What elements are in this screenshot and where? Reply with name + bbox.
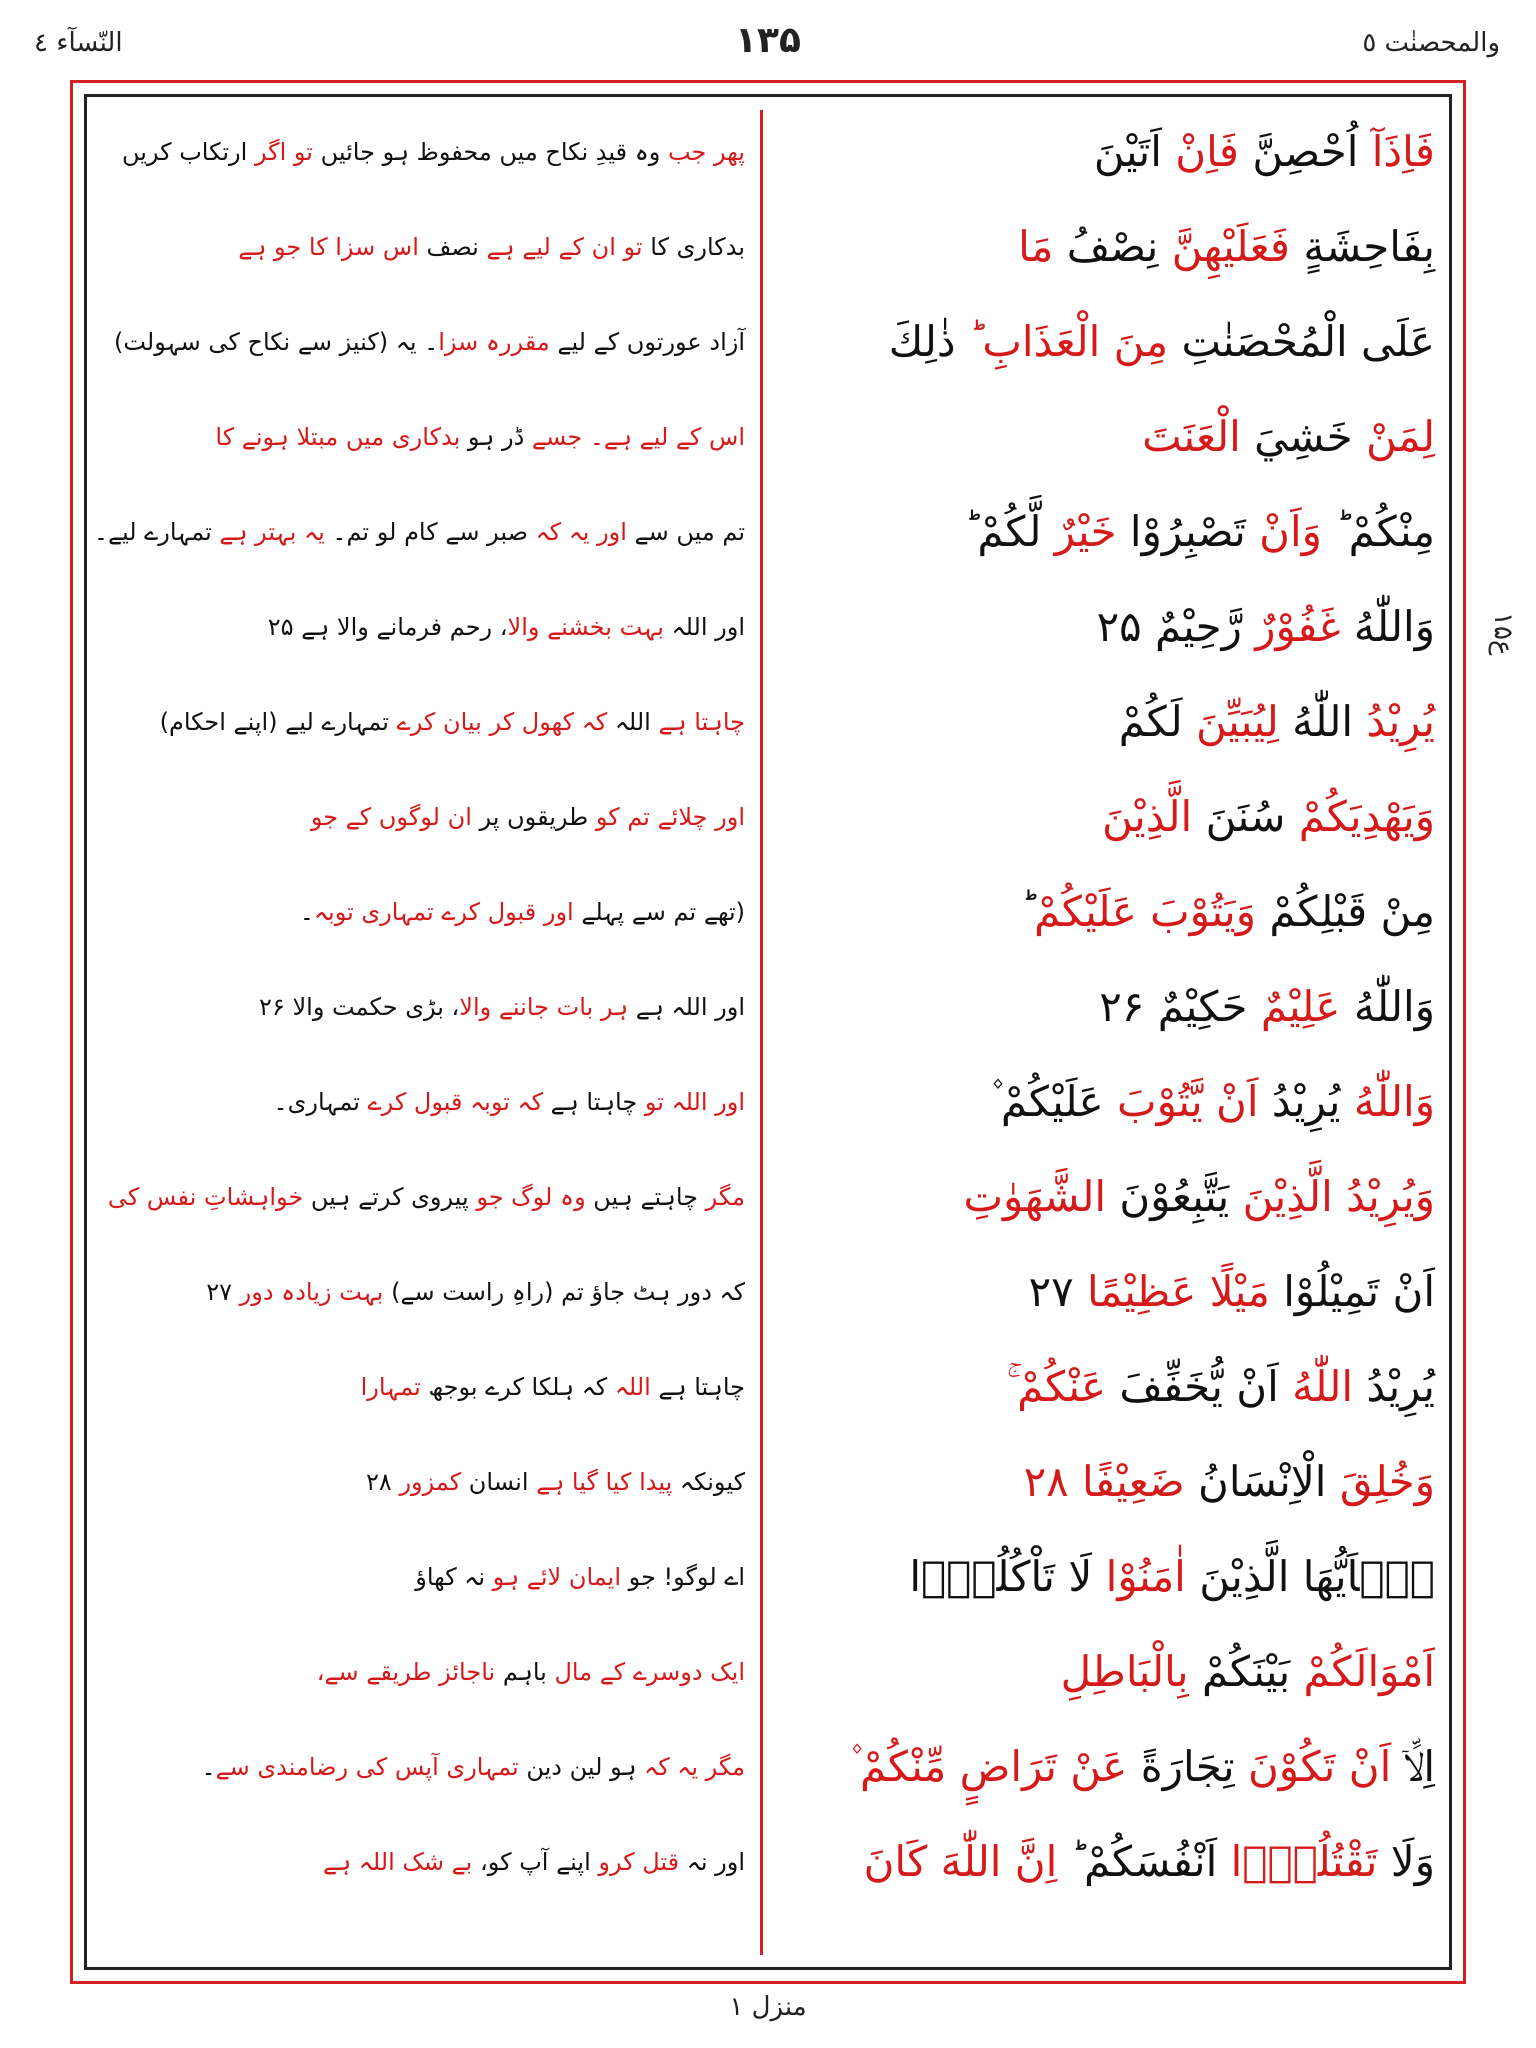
urdu-translation-line-segment: اور چلائے تم کو <box>588 803 745 831</box>
urdu-translation-line-segment: بدکاری میں مبتلا ہونے کا <box>215 423 461 451</box>
urdu-translation-line-segment: انسان <box>461 1468 529 1496</box>
urdu-translation-line-segment: یہ بہتر ہے <box>211 518 325 546</box>
urdu-translation-line-segment: پیدا کیا گیا ہے <box>528 1468 673 1496</box>
arabic-verse-line-segment: خَشِيَ <box>1240 412 1353 461</box>
arabic-verse-line-segment: وَيَتُوْبَ عَلَيْكُمْ <box>1033 887 1257 936</box>
urdu-translation-line <box>107 1157 745 1237</box>
urdu-translation-line-segment: تمہارے لیے (اپنے احکام) <box>159 708 389 736</box>
arabic-verse-line-segment: اَنْ يَّتُوْبَ <box>1103 1077 1259 1126</box>
arabic-verse-line-segment: الَّذِيْنَ <box>1229 1172 1333 1221</box>
arabic-verse-line-segment: عَلَيْكُمْ ۫ <box>990 1077 1104 1126</box>
urdu-translation-line <box>110 1822 745 1902</box>
arabic-verse-line-segment: اِلَّاۤ <box>1391 1742 1435 1791</box>
urdu-translation-line-segment: تمہاری آپس کی رضامندی سے <box>215 1753 519 1781</box>
arabic-verse-line-segment: الَّذِيْنَ <box>1102 792 1193 841</box>
column-divider <box>760 110 763 1955</box>
urdu-translation-line-segment: اے لوگو! جو <box>620 1563 745 1591</box>
arabic-verse-line-segment: اٰمَنُوْا <box>1092 1552 1186 1601</box>
arabic-verse-line-segment: الشَّهَوٰتِ <box>963 1172 1107 1221</box>
urdu-translation-line-segment: ، بڑی حکمت والا ۲۶ <box>259 993 460 1021</box>
surah-name-header: النّسآء ٤ <box>34 28 123 58</box>
arabic-verse-line-segment: سُنَنَ <box>1192 792 1286 841</box>
arabic-verse-line-segment: وَلَا <box>1377 1837 1435 1886</box>
urdu-translation-line-segment: بہت بخشنے والا <box>507 613 664 641</box>
arabic-verse-line-segment: عَنْ تَرَاضٍ مِّنْكُمْ ۫ <box>849 1742 1128 1791</box>
urdu-translation-line-segment: ہو لین دین <box>518 1753 637 1781</box>
urdu-translation-line-segment: کیونکہ <box>672 1468 745 1496</box>
urdu-translation-line-segment: اللہ <box>607 1373 651 1401</box>
urdu-translation-line-segment: کہ کھول کر بیان کرے <box>389 708 608 736</box>
arabic-verse-line <box>780 302 1435 382</box>
urdu-translation-line-segment: چاہتا ہے <box>650 708 745 736</box>
arabic-verse-line <box>780 492 1435 572</box>
urdu-translation-line-segment: ۔ <box>299 898 314 926</box>
urdu-translation-line-segment: ، رحم فرمانے والا ہے ۲۵ <box>267 613 508 641</box>
arabic-verse-line <box>780 1347 1435 1427</box>
urdu-translation-line-segment: خواہشاتِ نفس کی <box>107 1183 304 1211</box>
urdu-translation-line-segment: بے شک اللہ ہے <box>323 1848 473 1876</box>
arabic-verse-line-segment: غَفُوْرٌ <box>1241 602 1341 651</box>
arabic-verse-line <box>780 872 1435 952</box>
arabic-verse-line-segment: فَاِذَآ <box>1358 127 1435 176</box>
urdu-translation-line-segment: چاہتا ہے <box>650 1373 745 1401</box>
urdu-translation-line-segment: اس سزا کا جو ہے <box>238 233 419 261</box>
arabic-verse-line-segment: رَّحِيْمٌ ۲۵ <box>1096 602 1242 651</box>
arabic-verse-line-segment: بِالْبَاطِلِ <box>1060 1647 1189 1696</box>
arabic-verse-line-segment: اَنْفُسَكُمْ ؕ <box>1057 1837 1218 1886</box>
page-number: ۱۳۵ <box>735 20 801 61</box>
arabic-verse-line-segment: مِنَ الْعَذَابِ <box>968 317 1169 366</box>
urdu-translation-line-segment: اور اللہ ہے <box>628 993 745 1021</box>
urdu-translation-line-segment: ڈر ہو <box>460 423 525 451</box>
urdu-translation-line-segment: کہ توبہ قبول کرے <box>359 1088 544 1116</box>
arabic-verse-line-segment: وَاللّٰهُ <box>1340 982 1435 1031</box>
arabic-verse-line-segment: وَاللّٰهُ <box>1340 602 1435 651</box>
arabic-verse-line <box>780 1822 1435 1902</box>
urdu-translation-line <box>110 682 745 762</box>
arabic-verse-line-segment: تَصْبِرُوْا <box>1116 507 1246 556</box>
arabic-verse-line-segment: اِنَّ اللّٰهَ كَانَ <box>863 1837 1058 1886</box>
urdu-translation-line-segment: پیروی کرتے ہیں <box>303 1183 469 1211</box>
juz-name-header: والمحصنٰت ٥ <box>1362 28 1500 58</box>
arabic-verse-line-segment: تِجَارَةً <box>1127 1742 1235 1791</box>
arabic-verse-line-segment: لَا تَاْكُلُوْۤا <box>909 1552 1093 1601</box>
arabic-verse-line <box>780 207 1435 287</box>
urdu-translation-line-segment: ہر بات جاننے والا <box>459 993 629 1021</box>
urdu-translation-line-segment: ناجائز طریقے سے، <box>316 1658 496 1686</box>
urdu-translation-line-segment: صبر سے کام لو تم۔ <box>324 518 528 546</box>
arabic-verse-line <box>780 397 1435 477</box>
urdu-translation-line <box>110 1062 745 1142</box>
arabic-verse-line <box>780 587 1435 667</box>
urdu-translation-line <box>110 207 745 287</box>
ruku-marker: ع۱۵ <box>1488 612 1518 656</box>
arabic-verse-line-segment: وَاَنْ <box>1245 507 1322 556</box>
urdu-translation-line-segment: کہ دور ہٹ جاؤ تم (راہِ راست سے) <box>383 1278 745 1306</box>
arabic-verse-line-segment: الْاِنْسَانُ <box>1184 1457 1327 1506</box>
arabic-verse-line-segment: عَلَى الْمُحْصَنٰتِ <box>1168 317 1435 366</box>
urdu-translation-line-segment: مقررہ سزا <box>438 328 550 356</box>
arabic-verse-line <box>780 1062 1435 1142</box>
arabic-verse-line <box>780 1157 1435 1237</box>
urdu-translation-line-segment: چاہتا ہے <box>543 1088 638 1116</box>
manzil-footer: منزل ۱ <box>729 1992 807 2022</box>
urdu-translation-line-segment: بہت زیادہ دور <box>239 1278 384 1306</box>
urdu-translation-line <box>110 872 745 952</box>
arabic-verse-line-segment: يَتَّبِعُوْنَ <box>1106 1172 1230 1221</box>
arabic-verse-line-segment: مَيْلًا عَظِيْمًا <box>1087 1267 1270 1316</box>
urdu-translation-line-segment: قتل کرو <box>590 1848 680 1876</box>
urdu-translation-line <box>110 1632 745 1712</box>
urdu-translation-line-segment: اور قبول کرے تمہاری توبہ <box>313 898 574 926</box>
arabic-verse-line-segment: اَمْوَالَكُمْ <box>1290 1647 1435 1696</box>
urdu-translation-line <box>110 967 745 1047</box>
urdu-translation-line-segment: باہم <box>495 1658 547 1686</box>
urdu-translation-line-segment: اور اللہ تو <box>637 1088 745 1116</box>
urdu-translation-line-segment: اور نہ <box>679 1848 745 1876</box>
urdu-translation-line <box>110 112 745 192</box>
arabic-verse-line <box>780 1632 1435 1712</box>
arabic-verse-line-segment: تَقْتُلُوْۤا <box>1217 1837 1378 1886</box>
urdu-translation-line-segment: اس کے لیے ہے۔ <box>582 423 745 451</box>
arabic-verse-line <box>780 1727 1435 1807</box>
arabic-verse-line-segment: لَّكُمْ ؕ <box>964 507 1042 556</box>
arabic-verse-line-segment: مِنْ قَبْلِكُمْ <box>1256 887 1435 936</box>
urdu-translation-line-segment: ارتکاب کریں <box>121 138 248 166</box>
arabic-verse-line-segment: وَاللّٰهُ <box>1340 1077 1435 1126</box>
urdu-translation-line-segment: تمہاری۔ <box>273 1088 360 1116</box>
urdu-translation-line-segment: طریقوں پر <box>471 803 589 831</box>
urdu-translation-line-segment: اور اللہ <box>663 613 745 641</box>
arabic-verse-line <box>780 777 1435 857</box>
urdu-translation-line-segment: ۲۷ <box>206 1278 240 1306</box>
arabic-verse-line-segment: مِنْكُمْ ؕ <box>1321 507 1435 556</box>
urdu-translation-line-segment: تمہارے لیے۔ <box>93 518 212 546</box>
arabic-verse-line-segment: اَنْ تَمِيْلُوْا <box>1269 1267 1435 1316</box>
arabic-verse-line-segment: لَكُمْ <box>1118 697 1183 746</box>
arabic-verse-line-segment: يٰۤاَيُّهَا الَّذِيْنَ <box>1185 1552 1435 1601</box>
arabic-verse-line-segment: خَيْرٌ <box>1041 507 1117 556</box>
arabic-verse-line-segment: فَاِنْ <box>1161 127 1239 176</box>
arabic-verse-line-segment: اُحْصِنَّ <box>1239 127 1359 176</box>
urdu-translation-line-segment: ایک دوسرے کے مال <box>546 1658 745 1686</box>
arabic-verse-line-segment: عَنْكُمْ ۚ <box>1006 1362 1107 1411</box>
urdu-translation-line <box>110 1347 745 1427</box>
arabic-verse-line-segment: حَكِيْمٌ ۲۶ <box>1099 982 1248 1031</box>
arabic-verse-line-segment: فَعَلَيْهِنَّ <box>1158 222 1290 271</box>
urdu-translation-line-segment: کمزور <box>399 1468 462 1496</box>
urdu-translation-line-segment: نہ کھاؤ <box>415 1563 486 1591</box>
arabic-verse-line-segment: اَتَيْنَ <box>1093 127 1162 176</box>
urdu-translation-line-segment: ۔ <box>201 1753 216 1781</box>
urdu-translation-line <box>110 777 745 857</box>
arabic-verse-line-segment: ضَعِيْفًا ۲۸ <box>1023 1457 1185 1506</box>
urdu-translation-line-segment: وہ قیدِ نکاح میں محفوظ ہو جائیں <box>312 138 661 166</box>
urdu-translation-line-segment: ۔ یہ (کنیز سے نکاح کی سہولت) <box>113 328 439 356</box>
urdu-translation-line-segment: اور یہ کہ <box>527 518 627 546</box>
urdu-translation-line-segment: وہ لوگ جو <box>468 1183 586 1211</box>
arabic-verse-line-segment: يُرِيْدُ <box>1258 1077 1341 1126</box>
urdu-translation-line-segment: مگر یہ کہ <box>636 1753 745 1781</box>
arabic-verse-line-segment: لِمَنْ <box>1352 412 1435 461</box>
arabic-verse-line <box>780 1252 1435 1332</box>
arabic-verse-line-segment: اللّٰهُ <box>1278 697 1354 746</box>
urdu-translation-line <box>93 492 745 572</box>
urdu-translation-line <box>110 1442 745 1522</box>
arabic-verse-line <box>780 682 1435 762</box>
urdu-translation-line-segment: اپنے آپ کو، <box>472 1848 591 1876</box>
urdu-translation-line <box>110 302 745 382</box>
arabic-verse-line-segment: ۲۷ <box>1028 1267 1087 1316</box>
arabic-verse-line-segment: بِفَاحِشَةٍ <box>1289 222 1435 271</box>
arabic-verse-line-segment: ؕ <box>1020 887 1034 936</box>
arabic-verse-line-segment: لِيُبَيِّنَ <box>1182 697 1279 746</box>
arabic-verse-line-segment: الْعَنَتَ <box>1142 412 1241 461</box>
arabic-verse-line-segment: وَيَهْدِيَكُمْ <box>1285 792 1435 841</box>
arabic-verse-line <box>780 1537 1435 1617</box>
arabic-verse-line <box>780 1442 1435 1522</box>
arabic-verse-line-segment: يُرِيْدُ <box>1353 697 1435 746</box>
urdu-translation-line-segment: چاہتے ہیں <box>585 1183 699 1211</box>
arabic-verse-line-segment: نِصْفُ <box>1053 222 1159 271</box>
urdu-translation-line <box>110 587 745 667</box>
arabic-verse-line-segment: وَخُلِقَ <box>1326 1457 1435 1506</box>
arabic-verse-line <box>780 112 1435 192</box>
urdu-translation-line-segment: تو ان کے لیے ہے <box>478 233 643 261</box>
urdu-translation-line-segment: نصف <box>418 233 479 261</box>
arabic-verse-line-segment: عَلِيْمٌ <box>1247 982 1341 1031</box>
urdu-translation-line-segment: مگر <box>698 1183 745 1211</box>
arabic-verse-line <box>780 967 1435 1047</box>
arabic-verse-line-segment: اَنْ تَكُوْنَ <box>1234 1742 1392 1791</box>
urdu-translation-line-segment: پھر جب <box>660 138 745 166</box>
urdu-translation-line-segment: جسے <box>524 423 583 451</box>
urdu-translation-line-segment: آزاد عورتوں کے لیے <box>549 328 745 356</box>
arabic-verse-line-segment: يُرِيْدُ <box>1353 1362 1435 1411</box>
urdu-translation-line-segment: ان لوگوں کے جو <box>310 803 472 831</box>
urdu-translation-line-segment: تمہارا <box>360 1373 421 1401</box>
urdu-translation-line <box>110 1252 745 1332</box>
urdu-translation-line-segment: اللہ <box>607 708 651 736</box>
arabic-verse-line-segment: اللّٰهُ <box>1278 1362 1354 1411</box>
arabic-verse-line-segment: ؕ ذٰلِكَ <box>888 317 969 366</box>
urdu-translation-line-segment: بدکاری کا <box>642 233 745 261</box>
arabic-verse-line-segment: بَيْنَكُمْ <box>1188 1647 1291 1696</box>
urdu-translation-line-segment: (تھے تم سے پہلے <box>573 898 745 926</box>
urdu-translation-line <box>110 1727 745 1807</box>
urdu-translation-line-segment: ایمان لائے ہو <box>485 1563 621 1591</box>
arabic-verse-line-segment: اَنْ يُّخَفِّفَ <box>1106 1362 1279 1411</box>
arabic-verse-line-segment: مَا <box>1018 222 1054 271</box>
urdu-translation-line-segment: کہ ہلکا کرے بوجھ <box>420 1373 608 1401</box>
urdu-translation-line-segment: تو اگر <box>247 138 313 166</box>
arabic-verse-line-segment: وَيُرِيْدُ <box>1332 1172 1435 1221</box>
urdu-translation-line-segment: ۲۸ <box>366 1468 400 1496</box>
urdu-translation-line <box>110 397 745 477</box>
urdu-translation-line <box>110 1537 745 1617</box>
urdu-translation-line-segment: تم میں سے <box>626 518 745 546</box>
